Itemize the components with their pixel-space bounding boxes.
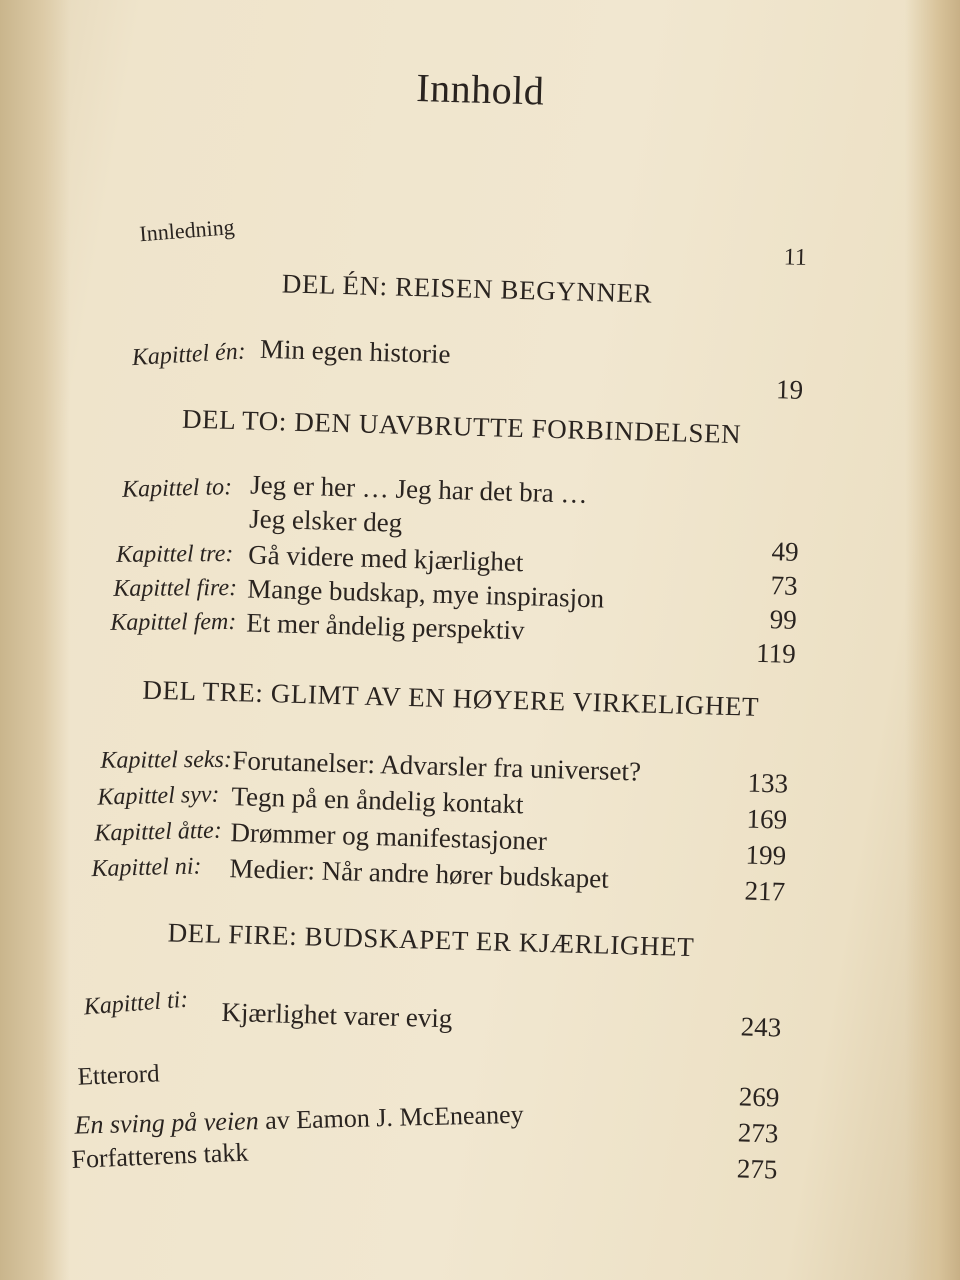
chapter-label: Kapittel ti: <box>82 986 190 1021</box>
chapter-title: Drømmer og manifestasjoner <box>230 817 548 856</box>
chapter-label: Kapittel åtte: <box>94 817 223 847</box>
chapter-title: Jeg er her … Jeg har det bra … <box>249 469 588 509</box>
poem-page: 273 <box>737 1117 779 1149</box>
acknowledgements-page: 275 <box>736 1153 778 1185</box>
chapter-label: Kapittel seks: <box>100 746 232 774</box>
chapter-title: Forutanelser: Advarsler fra universet? <box>232 745 642 787</box>
part-heading: DEL TRE: GLIMT AV EN HØYERE VIRKELIGHET <box>142 674 760 722</box>
chapter-page: 133 <box>747 767 789 799</box>
chapter-page: 49 <box>771 536 800 567</box>
acknowledgements-label: Forfatterens takk <box>70 1137 249 1174</box>
chapter-page: 119 <box>755 637 797 669</box>
chapter-title: Et mer åndelig perspektiv <box>245 607 525 646</box>
chapter-page: 199 <box>745 839 787 871</box>
chapter-label: Kapittel én: <box>131 338 247 372</box>
chapter-title: Min egen historie <box>259 333 451 370</box>
chapter-label: Kapittel tre: <box>116 541 234 568</box>
chapter-label: Kapittel to: <box>121 474 233 503</box>
chapter-title-line2: Jeg elsker deg <box>248 503 403 538</box>
poem-entry <box>74 1100 524 1141</box>
chapter-page: 99 <box>769 604 798 635</box>
chapter-title: Gå videre med kjærlighet <box>247 539 524 578</box>
afterword-page: 269 <box>738 1081 780 1113</box>
chapter-page: 73 <box>770 570 799 601</box>
chapter-title: Tegn på en åndelig kontakt <box>231 781 524 820</box>
intro-label: Innledning <box>138 214 236 247</box>
chapter-label: Kapittel syv: <box>97 781 220 811</box>
chapter-page: 19 <box>775 374 804 405</box>
chapter-page: 169 <box>746 803 788 835</box>
chapter-title: Kjærlighet varer evig <box>221 996 453 1034</box>
part-heading: DEL ÉN: REISEN BEGYNNER <box>281 268 653 309</box>
chapter-label: Kapittel ni: <box>91 853 202 883</box>
chapter-title: Medier: Når andre hører budskapet <box>229 853 610 894</box>
part-heading: DEL FIRE: BUDSKAPET ER KJÆRLIGHET <box>167 917 695 963</box>
chapter-page: 217 <box>744 875 786 907</box>
part-heading: DEL TO: DEN UAVBRUTTE FORBINDELSEN <box>181 403 742 450</box>
chapter-page: 243 <box>740 1011 782 1043</box>
chapter-label: Kapittel fire: <box>113 575 238 602</box>
poem-title: En sving på veien <box>74 1106 259 1140</box>
poem-author: av Eamon J. McEneaney <box>264 1099 524 1135</box>
chapter-label: Kapittel fem: <box>110 608 237 636</box>
page-title: Innhold <box>415 65 545 114</box>
afterword-label: Etterord <box>77 1060 161 1091</box>
intro-page: 11 <box>783 244 808 271</box>
chapter-title: Mange budskap, mye inspirasjon <box>246 573 605 614</box>
